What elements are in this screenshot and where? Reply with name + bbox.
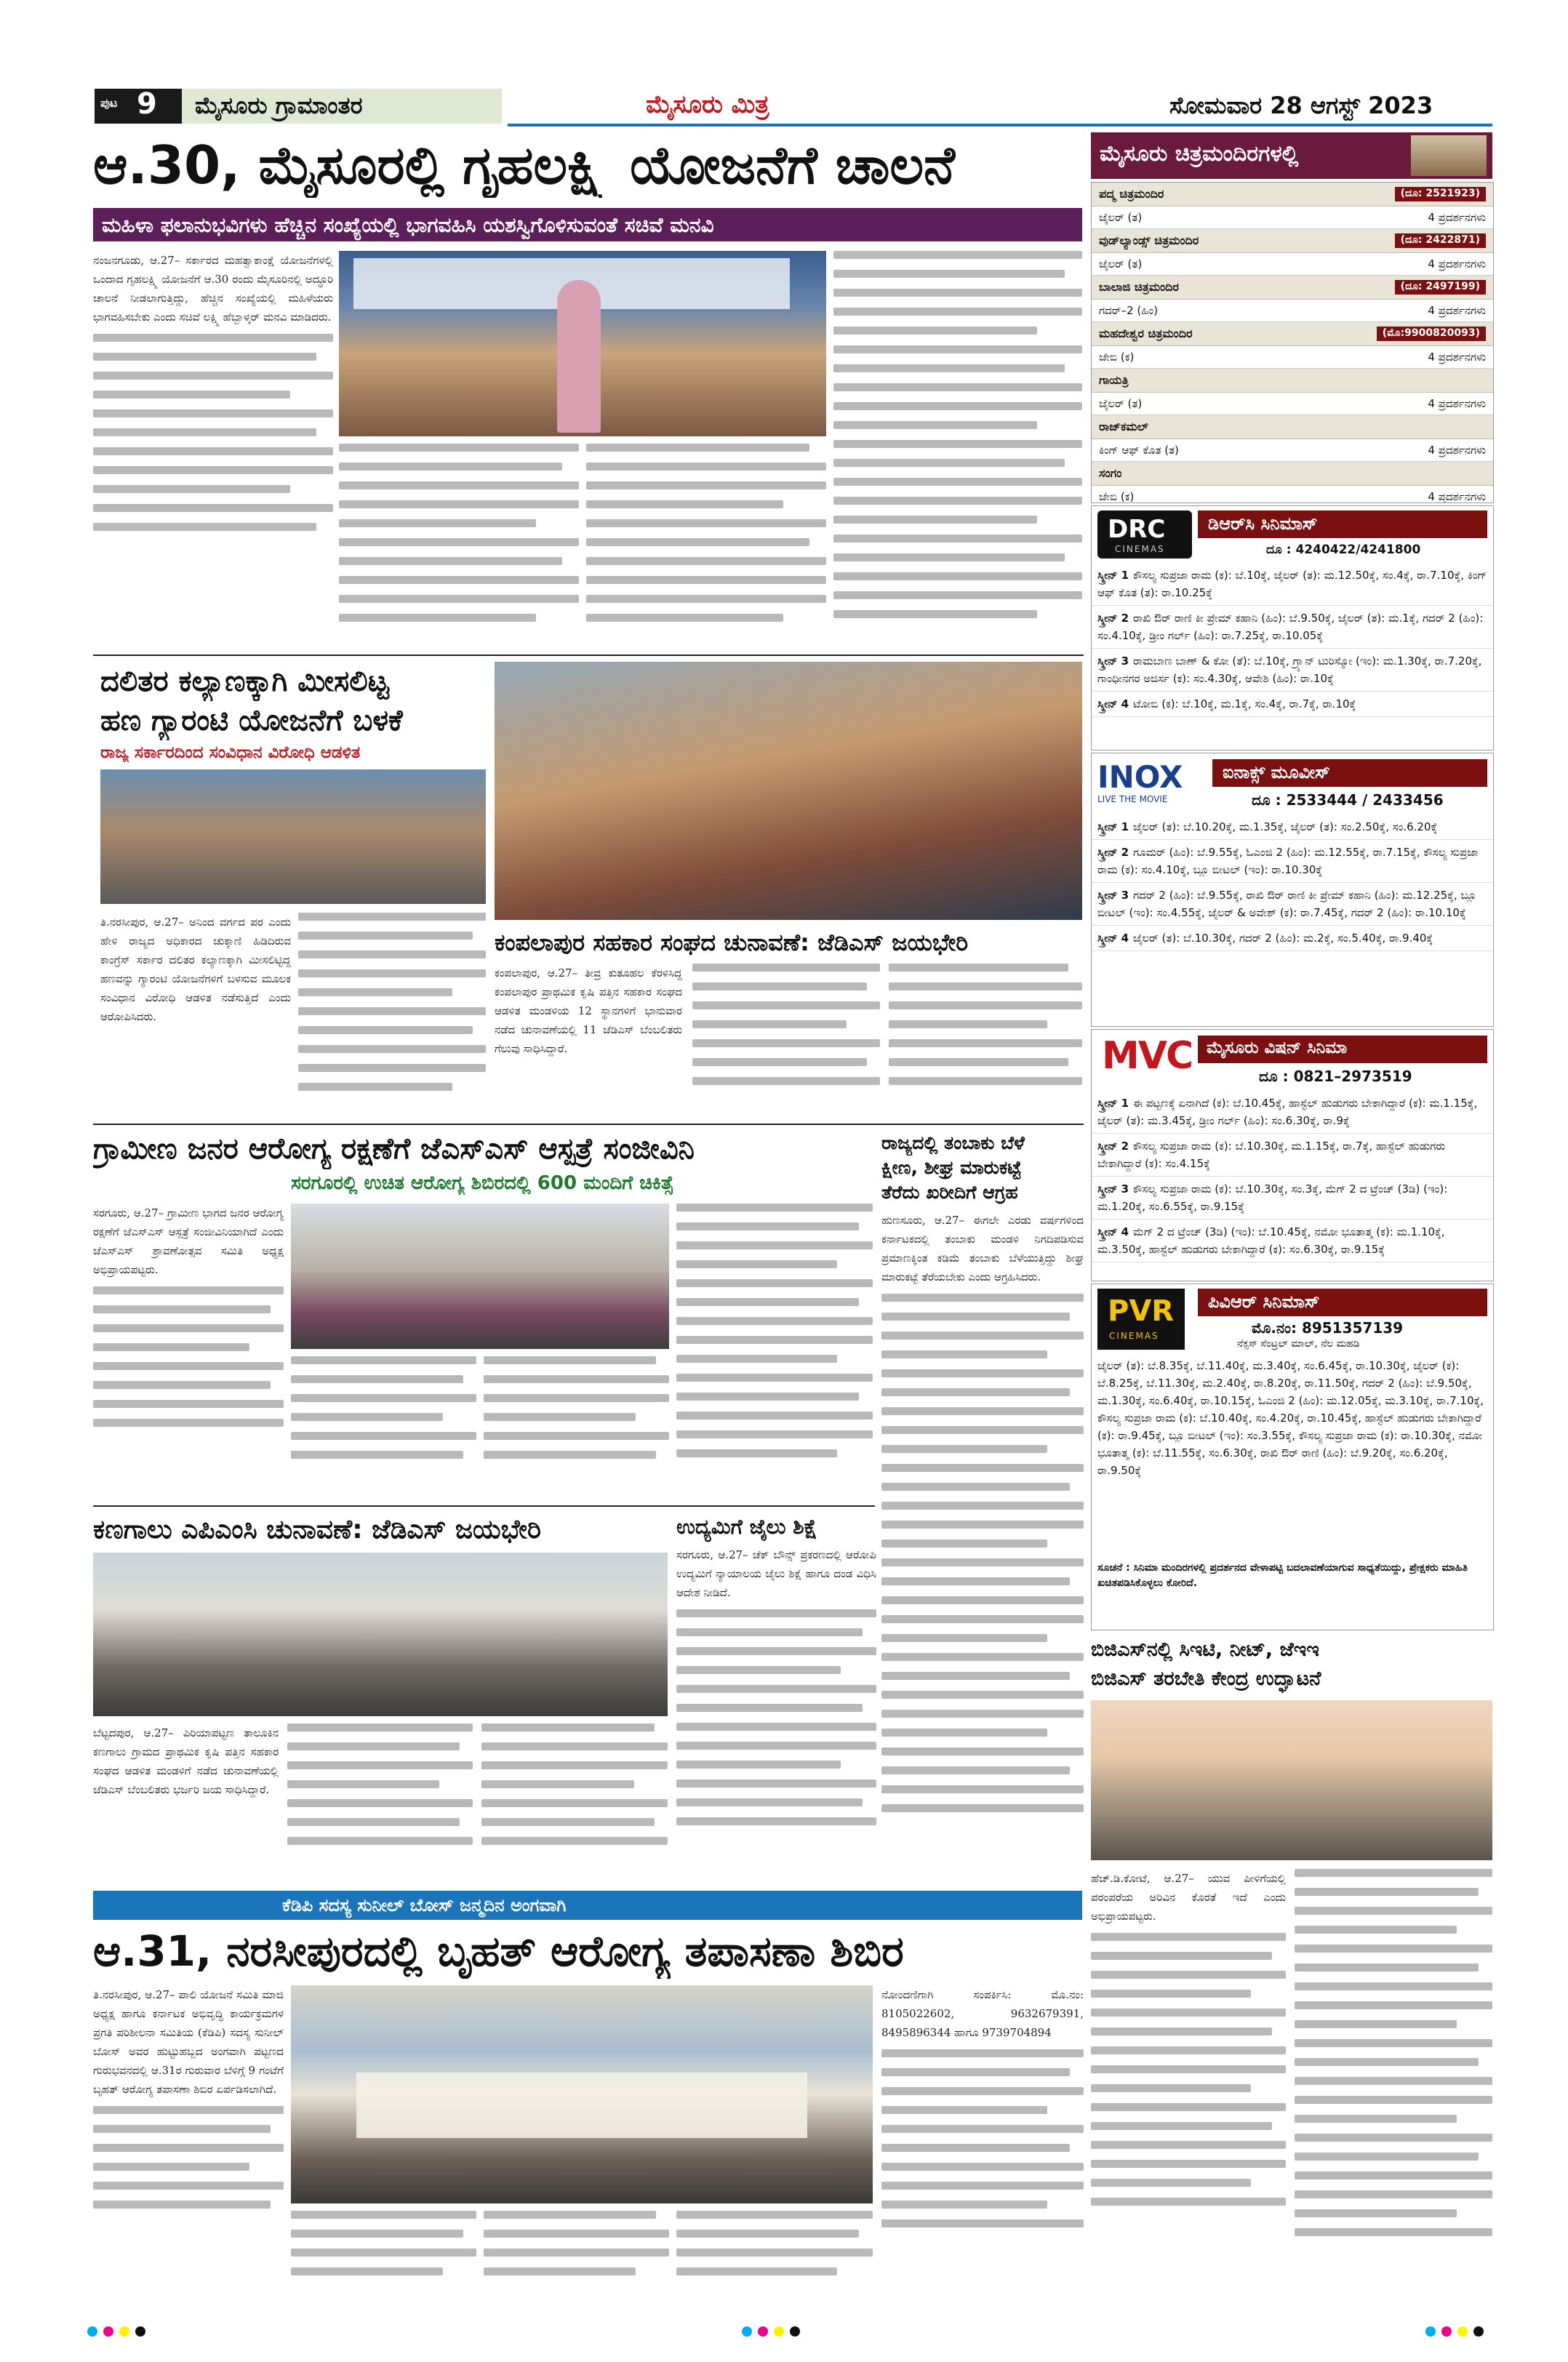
drc-screen-listing: ರಾಖಿ ಔರ್ ರಾಣಿ ಕೀ ಪ್ರೇಮ್ ಕಹಾನಿ (ಹಿಂ): ಬೆ.9.50ಕ್ಕೆ, ಜೈಲರ್ (ತ): ಮ.1ಕ್ಕೆ, ಗದರ್ 2 (ಹಿಂ): ಸಂ.4.10ಕ್ಕೆ, ಡ್ರೀಂ ಗರ್ಲ್ (ಹಿಂ): ರಾ.7.25ಕ್ಕೆ, ರಾ.10.05ಕ್ಕೆ — [1097, 612, 1484, 642]
inox-screen-label: ಸ್ಕ್ರೀನ್ 4 — [1097, 932, 1129, 945]
mvc-screen-listing: ಮೆಗ್ 2 ದ ಟ್ರೆಂಚ್ (3ಡಿ) (ಇಂ): ಬೆ.10.45ಕ್ಕೆ, ನಮೋ ಭೂತಾತ್ಮ (ಕ): ಮ.1.10ಕ್ಕೆ, ಮ.3.50ಕ್ಕೆ, ಹಾಸ್ಟೆಲ್ ಹುಡುಗರು ಬೇಕಾಗಿದ್ದಾರೆ (ಕ): ಸಂ.6.30ಕ್ಕೆ, ರಾ.9.15ಕ್ಕೆ — [1097, 1225, 1445, 1256]
narasipura-contact: ನೋಂದಣಿಗಾಗಿ ಸಂಪರ್ಕಿಸಿ: ಮೊ.ನಂ: 8105022602, 9632679391, 8495896344 ಹಾಗೂ 9739704894 — [881, 1988, 1084, 2039]
cinema-hall-show-row — [1092, 439, 1493, 462]
bjs-col-1 — [1091, 1869, 1286, 2305]
cinema-hall-phone: (ದೂ: 2497199) — [1395, 280, 1486, 295]
drc-screen-label: ಸ್ಕ್ರೀನ್ 3 — [1097, 654, 1129, 668]
drc-title: ಡಿಆರ್‌ಸಿ ಸಿನಿಮಾಸ್ — [1208, 513, 1318, 534]
kanagalu-col-2 — [287, 1724, 473, 1883]
cinema-hall-icon — [1411, 135, 1487, 176]
mvc-screen-row — [1092, 1134, 1493, 1177]
cinema-hall-film: ಜೈಲರ್ (ತ) — [1099, 397, 1143, 410]
cinema-header — [1091, 132, 1492, 179]
cinema-hall-show-row — [1092, 393, 1493, 415]
cinema-list — [1091, 182, 1494, 503]
pvr-address: ನೆಕ್ಸಸ್ ಸೆಂಟ್ರಲ್ ಮಾಲ್, ನೆಲ ಮಹಡಿ — [1237, 1338, 1360, 1350]
inox-screen-label: ಸ್ಕ್ರೀನ್ 1 — [1097, 820, 1129, 833]
mvc-logo: MVC — [1102, 1034, 1193, 1078]
dalita-headline-2: ಹಣ ಗ್ಯಾರಂಟಿ ಯೋಜನೆಗೆ ಬಳಕೆ — [100, 704, 403, 737]
narasipura-photo — [291, 1985, 873, 2203]
page-number: 9 — [137, 87, 157, 121]
cinema-hall-name-row — [1092, 462, 1493, 486]
inox-logo — [1097, 759, 1207, 806]
inox-screen-listing: ಜೈಲರ್ (ತ): ಬೆ.10.30ಕ್ಕೆ, ಗದರ್ 2 (ಹಿಂ): ಮ.2ಕ್ಕೆ, ಸಂ.5.40ಕ್ಕೆ, ರಾ.9.40ಕ್ಕೆ — [1133, 932, 1433, 945]
pvr-note: ಸೂಚನೆ : ಸಿನಿಮಾ ಮಂದಿರಗಳಲ್ಲಿ ಪ್ರದರ್ಶನದ ವೇಳಾಪಟ್ಟಿ ಬದಲಾವಣೆಯಾಗುವ ಸಾಧ್ಯತೆಯಿದ್ದು, ಪ್ರೇಕ್ಷಕರು ಮಾಹಿತಿ ಖಚಿತಪಡಿಸಿಕೊಳ್ಳಲು ಕೋರಿದೆ. — [1097, 1562, 1468, 1589]
narasipura-col-2 — [291, 2211, 476, 2305]
cinema-hall-phone: (ದೂ: 2521923) — [1395, 187, 1486, 201]
bjs-headline-2: ಬಿಜಿಎಸ್ ತರಬೇತಿ ಕೇಂದ್ರ ಉದ್ಘಾಟನೆ — [1091, 1668, 1321, 1690]
dalita-deck: ರಾಜ್ಯ ಸರ್ಕಾರದಿಂದ ಸಂವಿಧಾನ ವಿರೋಧಿ ಆಡಳಿತ — [100, 743, 361, 762]
inox-screen-label: ಸ್ಕ್ರೀನ್ 2 — [1097, 846, 1129, 859]
kampalapura-headline: ಕಂಪಲಾಪುರ ಸಹಕಾರ ಸಂಘದ ಚುನಾವಣೆ: ಜೆಡಿಎಸ್ ಜಯಭೇರಿ — [495, 929, 969, 956]
cinema-hall-name-row — [1092, 369, 1493, 393]
cinema-hall-show-row — [1092, 253, 1493, 276]
dalita-headline-1: ದಲಿತರ ಕಲ್ಯಾಣಕ್ಕಾಗಿ ಮೀಸಲಿಟ್ಟ — [100, 665, 389, 698]
inox-screens — [1092, 814, 1493, 951]
registration-dots-right — [1425, 2326, 1489, 2339]
narasipura-col-1 — [93, 1985, 284, 2305]
dalita-col-2 — [298, 913, 486, 1120]
bjs-col-2 — [1295, 1869, 1492, 2305]
bjs-headline-1: ಬಿಜಿಎಸ್‌ನಲ್ಲಿ ಸಿಇಟಿ, ನೀಟ್, ಜೆಇಇ — [1091, 1638, 1319, 1661]
cinema-hall-name: ಮಹದೇಶ್ವರ ಚಿತ್ರಮಂದಿರ — [1099, 327, 1193, 340]
kampalapura-col-3 — [889, 964, 1082, 1120]
lead-col-4 — [833, 251, 1082, 654]
mvc-screen-label: ಸ್ಕ್ರೀನ್ 3 — [1097, 1182, 1129, 1196]
pvr-logo-text: PVR — [1108, 1294, 1175, 1328]
cinema-hall-name: ವುಡ್‌ಲ್ಯಾಂಡ್ಸ್ ಚಿತ್ರಮಂದಿರ — [1099, 233, 1199, 247]
inox-screen-row — [1092, 926, 1493, 951]
inox-screen-row — [1092, 840, 1493, 883]
mvc-screen-label: ಸ್ಕ್ರೀನ್ 4 — [1097, 1225, 1129, 1238]
narasipura-photo-poster — [356, 2073, 807, 2138]
narasipura-col-4 — [676, 2211, 873, 2305]
page-label: ಪುಟ — [100, 96, 118, 110]
inox-screen-label: ಸ್ಕ್ರೀನ್ 3 — [1097, 889, 1129, 902]
drc-screen-row — [1092, 692, 1493, 717]
arogya-dateline: ಸರಗೂರು, ಆ.27– ಗ್ರಾಮೀಣ ಭಾಗದ ಜನರ ಆರೋಗ್ಯ ರಕ್ಷಣೆಗೆ ಜೆಎಸ್‌ಎಸ್ ಆಸ್ಪತ್ರೆ ಸಂಜೀವಿನಿಯಾಗಿದೆ ಎಂದು ಜೆಎಸ್‌ಎಸ್ ಶ್ರಾವಣೋತ್ಸವ ಸಮಿತಿ ಅಧ್ಯಕ್ಷ ಅಭಿಪ್ರಾಯಪಟ್ಟರು. — [93, 1206, 284, 1276]
lead-photo — [339, 251, 826, 436]
cinema-hall-name-row — [1092, 415, 1493, 439]
pvr-logo — [1097, 1289, 1185, 1350]
tambaku-headline-1: ರಾಜ್ಯದಲ್ಲಿ ತಂಬಾಕು ಬೆಳೆ — [881, 1132, 1025, 1153]
kanagalu-dateline: ಬೆಟ್ಟದಪುರ, ಆ.27– ಪಿರಿಯಾಪಟ್ಟಣ ತಾಲೂಕಿನ ಕಣಗಾಲು ಗ್ರಾಮದ ಪ್ರಾಥಮಿಕ ಕೃಷಿ ಪತ್ತಿನ ಸಹಕಾರ ಸಂಘದ ಆಡಳಿತ ಮಂಡಳಿಗೆ ನಡೆದ ಚುನಾವಣೆಯಲ್ಲಿ ಜೆಡಿಎಸ್ ಬೆಂಬಲಿತರು ಭರ್ಜರಿ ಜಯ ಸಾಧಿಸಿದ್ದಾರೆ. — [93, 1726, 279, 1796]
mvc-screen-row — [1092, 1220, 1493, 1262]
cinema-hall-name-row — [1092, 322, 1493, 346]
rule-mid-1 — [93, 1124, 1084, 1125]
masthead — [79, 86, 1492, 127]
mvc-screens — [1092, 1091, 1493, 1262]
cinema-title: ಮೈಸೂರು ಚಿತ್ರಮಂದಿರಗಳಲ್ಲಿ — [1100, 141, 1299, 167]
dalita-dateline: ತಿ.ನರಸೀಪುರ, ಆ.27– ಅನಿಂದ ವರ್ಗದ ಪರ ಎಂದು ಹೇಳಿ ರಾಜ್ಯದ ಅಧಿಕಾರದ ಚುಕ್ಕಾಣಿ ಹಿಡಿದಿರುವ ಕಾಂಗ್ರೆಸ್ ಸರ್ಕಾರ ದಲಿತರ ಕಲ್ಯಾಣಕ್ಕಾಗಿ ಮೀಸಲಿಟ್ಟಿದ್ದ ಹಣವನ್ನು ಗ್ಯಾರಂಟಿ ಯೋಜನೆಗಳಿಗೆ ಬಳಸುವ ಮೂಲಕ ಸಂವಿಧಾನ ವಿರೋಧಿ ಆಡಳಿತ ನಡೆಸುತ್ತಿದೆ ಎಂದು ಆರೋಪಿಸಿದರು. — [100, 916, 291, 1023]
mvc-screen-listing: ಕೌಸಲ್ಯ ಸುಪ್ರಜಾ ರಾಮ (ಕ): ಬೆ.10.30ಕ್ಕೆ, ಮ.1.15ಕ್ಕೆ, ರಾ.7ಕ್ಕೆ, ಹಾಸ್ಟೆಲ್ ಹುಡುಗರು ಬೇಕಾಗಿದ್ದಾರೆ (ಕ): ಸಂ.4.15ಕ್ಕೆ — [1097, 1140, 1446, 1170]
drc-screen-row — [1092, 649, 1493, 692]
cinema-hall-shows: 4 ಪ್ರದರ್ಶನಗಳು — [1428, 444, 1486, 457]
cinema-hall-phone: (ದೂ: 2422871) — [1395, 233, 1486, 248]
cinema-hall-show-row — [1092, 346, 1493, 369]
cinema-hall-shows: 4 ಪ್ರದರ್ಶನಗಳು — [1428, 351, 1486, 364]
kanagalu-headline: ಕಣಗಾಲು ಎಪಿಎಂಸಿ ಚುನಾವಣೆ: ಜೆಡಿಎಸ್ ಜಯಭೇರಿ — [93, 1515, 542, 1545]
arogya-col-4 — [676, 1204, 873, 1502]
masthead-rule — [508, 124, 1492, 127]
issue-date: ಸೋಮವಾರ 28 ಆಗಸ್ಟ್ 2023 — [1169, 92, 1433, 119]
kanagalu-col-1 — [93, 1724, 279, 1883]
bjs-dateline: ಹೆಚ್.ಡಿ.ಕೋಟೆ, ಆ.27– ಯುವ ಪೀಳಿಗೆಯಲ್ಲಿ ಪರಂಪರೆಯ ಅರಿವಿನ ಕೊರತೆ ಇದೆ ಎಂದು ಅಭಿಪ್ರಾಯಪಟ್ಟರು. — [1091, 1872, 1286, 1923]
cinema-hall-phone: (ಮೊ:9900820093) — [1377, 327, 1486, 341]
cinema-hall-film: ಜೈಲರ್ (ತ) — [1099, 211, 1143, 224]
tambaku-col — [881, 1211, 1084, 1891]
inox-logo-text: INOX — [1097, 759, 1183, 795]
udyama-headline: ಉದ್ಯಮಿಗೆ ಜೈಲು ಶಿಕ್ಷೆ — [676, 1515, 817, 1539]
lead-deck: ಮಹಿಳಾ ಫಲಾನುಭವಿಗಳು ಹೆಚ್ಚಿನ ಸಂಖ್ಯೆಯಲ್ಲಿ ಭಾಗವಹಿಸಿ ಯಶಸ್ವಿಗೊಳಿಸುವಂತೆ ಸಚಿವೆ ಮನವಿ — [102, 213, 714, 237]
pvr-listing: ಜೈಲರ್ (ತ): ಬೆ.8.35ಕ್ಕೆ, ಬೆ.11.40ಕ್ಕೆ, ಮ.3.40ಕ್ಕೆ, ಸಂ.6.45ಕ್ಕೆ, ರಾ.10.30ಕ್ಕೆ, ಜೈಲರ್ (ಕ): ಬೆ.8.25ಕ್ಕೆ, ಬೆ.11.30ಕ್ಕೆ, ಮ.2.40ಕ್ಕೆ, ರಾ.8.20ಕ್ಕೆ, ರಾ.11.50ಕ್ಕೆ, ಗದರ್ 2 (ಹಿಂ): ಬೆ.9.50ಕ್ಕೆ, ಮ.1.30ಕ್ಕೆ, ಸಂ.6.40ಕ್ಕೆ, ರಾ.10.15ಕ್ಕೆ, ಓಎಂಜಿ 2 (ಹಿಂ): ಮ.12.05ಕ್ಕೆ, ಮ.3.10ಕ್ಕೆ, ರಾ.7.10ಕ್ಕೆ, ಕೌಸಲ್ಯ ಸುಪ್ರಜಾ ರಾಮ (ಕ): ಬೆ.10.40ಕ್ಕೆ, ಸಂ.4.20ಕ್ಕೆ, ರಾ.10.45ಕ್ಕೆ, ಹಾಸ್ಟೆಲ್ ಹುಡುಗರು ಬೇಕಾಗಿದ್ದಾರೆ (ಕ): ರಾ.9.45ಕ್ಕೆ, ಬ್ಲೂ ಬೀಟಲ್ (ಇಂ): ಸಂ.3.55ಕ್ಕೆ, ಕೌಸಲ್ಯ ಸುಪ್ರಜಾ ರಾಮ (ಕ): ರಾ.10.30ಕ್ಕೆ, ನಮೋ ಭೂತಾತ್ಮ (ಕ): ಬೆ.11.55ಕ್ಕೆ, ಸಂ.6.30ಕ್ಕೆ, ರಾಖಿ ಔರ್ ರಾಣಿ (ಹಿಂ): ಬೆ.9.20ಕ್ಕೆ, ಸಂ.6.20ಕ್ಕೆ, ರಾ.9.50ಕ್ಕೆ — [1097, 1359, 1484, 1477]
kampalapura-photo — [495, 662, 1082, 920]
drc-screen-label: ಸ್ಕ್ರೀನ್ 2 — [1097, 612, 1129, 625]
cinema-hall-show-row — [1092, 207, 1493, 229]
inox-logo-sub: LIVE THE MOVIE — [1097, 794, 1168, 804]
cinema-hall-show-row — [1092, 300, 1493, 322]
inox-title: ಐನಾಕ್ಸ್ ಮೂವೀಸ್ — [1223, 762, 1330, 782]
tambaku-headline-3: ತೆರೆದು ಖರೀದಿಗೆ ಆಗ್ರಹ — [881, 1182, 1018, 1203]
mvc-screen-label: ಸ್ಕ್ರೀನ್ 1 — [1097, 1097, 1129, 1110]
cinema-hall-shows: 4 ಪ್ರದರ್ಶನಗಳು — [1428, 257, 1486, 271]
pvr-phone: ಮೊ.ನಂ: 8951357139 — [1252, 1319, 1404, 1337]
cinema-hall-name: ಬಾಲಾಜಿ ಚಿತ್ರಮಂದಿರ — [1099, 280, 1179, 294]
pvr-title: ಪಿವಿಆರ್ ಸಿನಿಮಾಸ್ — [1208, 1292, 1320, 1312]
mvc-block — [1091, 1029, 1494, 1281]
drc-phone: ದೂ : 4240422/4241800 — [1266, 543, 1421, 557]
cinema-hall-name: ರಾಜ್‌ಕಮಲ್ — [1099, 420, 1149, 433]
arogya-photo — [291, 1204, 669, 1349]
narasipura-col-5 — [881, 1985, 1084, 2305]
mvc-screen-row — [1092, 1177, 1493, 1220]
lead-col-2 — [339, 444, 579, 654]
pvr-logo-sub: CINEMAS — [1109, 1331, 1159, 1341]
paper-name: ಮೈಸೂರು ಮಿತ್ರ — [646, 90, 769, 119]
inox-phone: ದೂ : 2533444 / 2433456 — [1252, 791, 1444, 809]
rule-mid-2 — [93, 1505, 875, 1507]
cinema-hall-shows: 4 ಪ್ರದರ್ಶನಗಳು — [1428, 397, 1486, 410]
narasipura-dateline: ತಿ.ನರಸೀಪುರ, ಆ.27– ಪಾಲಿ ಯೋಜನೆ ಸಮಿತಿ ಮಾಜಿ ಅಧ್ಯಕ್ಷ ಹಾಗೂ ಕರ್ನಾಟಕ ಅಭಿವೃದ್ಧಿ ಕಾರ್ಯಕ್ರಮಗಳ ಪ್ರಗತಿ ಪರಿಶೀಲನಾ ಸಮಿತಿಯ (ಕೆಡಿಪಿ) ಸದಸ್ಯ ಸುನೀಲ್ ಬೋಸ್ ಅವರ ಹುಟ್ಟುಹಬ್ಬದ ಅಂಗವಾಗಿ ಪಟ್ಟಣದ ಗುರುಭವನದಲ್ಲಿ ಆ.31ರ ಗುರುವಾರ ಬೆಳಿಗ್ಗೆ 9 ಗಂಟೆಗೆ ಬೃಹತ್ ಆರೋಗ್ಯ ತಪಾಸಣಾ ಶಿಬಿರ ಏರ್ಪಡಿಸಲಾಗಿದೆ. — [93, 1988, 284, 2096]
drc-screen-row — [1092, 606, 1493, 649]
udyama-dateline: ಸರಗೂರು, ಆ.27– ಚೆಕ್ ಬೌನ್ಸ್ ಪ್ರಕರಣದಲ್ಲಿ ಆರೋಪಿ ಉದ್ಯಮಿಗೆ ನ್ಯಾಯಾಲಯ ಜೈಲು ಶಿಕ್ಷೆ ಹಾಗೂ ದಂಡ ವಿಧಿಸಿ ಆದೇಶ ನೀಡಿದೆ. — [676, 1548, 876, 1599]
drc-logo — [1097, 511, 1192, 559]
arogya-headline: ಗ್ರಾಮೀಣ ಜನರ ಆರೋಗ್ಯ ರಕ್ಷಣೆಗೆ ಜೆಎಸ್‌ಎಸ್ ಆಸ್ಪತ್ರೆ ಸಂಜೀವಿನಿ — [93, 1132, 695, 1166]
cinema-hall-show-row — [1092, 486, 1493, 503]
lead-dateline: ನಂಜನಗೂಡು, ಆ.27– ಸರ್ಕಾರದ ಮಹತ್ವಾಕಾಂಕ್ಷೆ ಯೋಜನೆಗಳಲ್ಲಿ ಒಂದಾದ ಗೃಹಲಕ್ಷ್ಮಿ ಯೋಜನೆಗೆ ಆ.30 ರಂದು ಮೈಸೂರಿನಲ್ಲಿ ಅದ್ಧೂರಿ ಚಾಲನೆ ನೀಡಲಾಗುತ್ತಿದ್ದು, ಹೆಚ್ಚಿನ ಸಂಖ್ಯೆಯಲ್ಲಿ ಮಹಿಳೆಯರು ಭಾಗವಹಿಸಬೇಕು ಎಂದು ಸಚಿವೆ ಲಕ್ಷ್ಮಿ ಹೆಬ್ಬಾಳ್ಕರ್ ಮನವಿ ಮಾಡಿದರು. — [93, 254, 333, 324]
mvc-screen-listing: ಈ ಪಟ್ಟಣಕ್ಕೆ ಏನಾಗಿದೆ (ಕ): ಬೆ.10.45ಕ್ಕೆ, ಹಾಸ್ಟೆಲ್ ಹುಡುಗರು ಬೇಕಾಗಿದ್ದಾರೆ (ಕ): ಮ.1.15ಕ್ಕೆ, ಜೈಲರ್ (ತ): ಮ.3.45ಕ್ಕೆ, ಡ್ರೀಂ ಗರ್ಲ್ (ಹಿಂ): ಸಂ.6.30ಕ್ಕೆ, ರಾ.9ಕ್ಕೆ — [1097, 1097, 1478, 1127]
kampalapura-col-1 — [495, 964, 682, 1120]
mvc-screen-label: ಸ್ಕ್ರೀನ್ 2 — [1097, 1140, 1129, 1153]
inox-screen-listing: ಗೂಮರ್ (ಹಿಂ): ಬೆ.9.55ಕ್ಕೆ, ಓಎಂಜಿ 2 (ಹಿಂ): ಮ.12.55ಕ್ಕೆ, ರಾ.7.15ಕ್ಕೆ, ಕೌಸಲ್ಯ ಸುಪ್ರಜಾ ರಾಮ (ಕ): ಸಂ.4.10ಕ್ಕೆ, ಬ್ಲೂ ಬೀಟಲ್ (ಇಂ): ರಾ.10.30ಕ್ಕೆ — [1097, 846, 1479, 876]
cinema-hall-film: ಜೇಬಿ (ಕ) — [1099, 490, 1135, 503]
kampalapura-col-2 — [692, 964, 880, 1120]
section-title: ಮೈಸೂರು ಗ್ರಾಮಾಂತರ — [195, 92, 363, 119]
arogya-col-3 — [484, 1356, 669, 1502]
arogya-col-1 — [93, 1204, 284, 1502]
registration-dots-left — [87, 2326, 151, 2339]
tambaku-dateline: ಹುಣಸೂರು, ಆ.27– ಈಗಲೇ ಎರಡು ವರ್ಷಗಳಿಂದ ಕರ್ನಾಟಕದಲ್ಲಿ ತಂಬಾಕು ಮಂಡಳಿ ನಿಗದಿಪಡಿಸುವ ಪ್ರಮಾಣಕ್ಕಿಂತ ಕಡಿಮೆ ತಂಬಾಕು ಬೆಳೆಯುತ್ತಿದ್ದು ಶೀಘ್ರ ಮಾರುಕಟ್ಟೆ ತೆರೆಯಬೇಕು ಎಂದು ಆಗ್ರಹಿಸಿದರು. — [881, 1214, 1084, 1284]
registration-dots-center — [742, 2326, 806, 2339]
narasipura-kicker: ಕೆಡಿಪಿ ಸದಸ್ಯ ಸುನೀಲ್ ಬೋಸ್ ಜನ್ಮದಿನ ಅಂಗವಾಗಿ — [282, 1895, 567, 1915]
cinema-hall-name: ಸಂಗಂ — [1099, 466, 1122, 480]
cinema-hall-name-row — [1092, 276, 1493, 300]
drc-screen-listing: ರಾಮಬಾಣ ಬಾಣ್ & ಕೋ (ತೆ): ಬೆ.10ಕ್ಕೆ, ಗ್ರ್ಯಾನ್ ಟುರಿಸ್ಮೋ (ಇಂ): ಮ.1.30ಕ್ಕೆ, ರಾ.7.20ಕ್ಕೆ, ಗಾಂಧೀನಗರ ಅಜಿರ್ಸ (ಕ): ಸಂ.4.30ಕ್ಕೆ, ಆವೇಶಿ (ಹಿಂ): ರಾ.10ಕ್ಕೆ — [1097, 654, 1482, 685]
drc-logo-text: DRC — [1108, 515, 1166, 544]
inox-screen-row — [1092, 883, 1493, 926]
cinema-hall-name: ಪದ್ಮ ಚಿತ್ರಮಂದಿರ — [1099, 187, 1164, 201]
lead-deck-bar — [93, 208, 1082, 241]
rule-lead-bottom — [93, 654, 1084, 656]
drc-block — [1091, 505, 1494, 750]
mvc-title: ಮೈಸೂರು ವಿಷನ್ ಸಿನಿಮಾ — [1207, 1038, 1348, 1057]
mvc-phone: ದೂ : 0821–2973519 — [1259, 1068, 1412, 1085]
arogya-col-2 — [291, 1356, 476, 1502]
dalita-photo — [100, 769, 486, 904]
mvc-screen-row — [1092, 1091, 1493, 1134]
kampalapura-dateline: ಕಂಪಲಾಪುರ, ಆ.27– ತೀವ್ರ ಕುತೂಹಲ ಕೆರಳಿಸಿದ್ದ ಕಂಪಲಾಪುರ ಪ್ರಾಥಮಿಕ ಕೃಷಿ ಪತ್ತಿನ ಸಹಕಾರ ಸಂಘದ ಆಡಳಿತ ಮಂಡಳಿಯ 12 ಸ್ಥಾನಗಳಿಗೆ ಭಾನುವಾರ ನಡೆದ ಚುನಾವಣೆಯಲ್ಲಿ 11 ಜೆಡಿಎಸ್ ಬೆಂಬಲಿತರು ಗೆಲುವು ಸಾಧಿಸಿದ್ದಾರೆ. — [495, 966, 682, 1055]
cinema-hall-film: ಜೇಬಿ (ಕ) — [1099, 351, 1135, 364]
drc-screen-listing: ಕೌಸಲ್ಯ ಸುಪ್ರಜಾ ರಾಮ (ಕ): ಬೆ.10ಕ್ಕೆ, ಜೈಲರ್ (ತ): ಮ.12.50ಕ್ಕೆ, ಸಂ.4ಕ್ಕೆ, ರಾ.7.10ಕ್ಕೆ, ಕಿಂಗ್ ಆಫ್ ಕೊತ (ತ): ರಾ.10.25ಕ್ಕೆ — [1097, 569, 1487, 599]
drc-screen-row — [1092, 563, 1493, 606]
cinema-hall-film: ಕಿಂಗ್ ಆಫ್ ಕೊತ (ತ) — [1099, 444, 1179, 457]
tambaku-headline-2: ಕ್ಷೀಣ, ಶೀಘ್ರ ಮಾರುಕಟ್ಟೆ — [881, 1157, 1022, 1178]
pvr-block — [1091, 1284, 1494, 1630]
cinema-hall-name-row — [1092, 183, 1493, 207]
cinema-hall-film: ಜೈಲರ್ (ತ) — [1099, 257, 1143, 271]
kanagalu-photo — [93, 1553, 668, 1716]
cinema-hall-shows: 4 ಪ್ರದರ್ಶನಗಳು — [1428, 304, 1486, 317]
lead-headline: ಆ.30, ಮೈಸೂರಲ್ಲಿ ಗೃಹಲಕ್ಷ್ಮಿ ಯೋಜನೆಗೆ ಚಾಲನೆ — [93, 135, 955, 196]
drc-screen-listing: ಟೋಬಿ (ಕ): ಬೆ.10ಕ್ಕೆ, ಮ.1ಕ್ಕೆ, ಸಂ.4ಕ್ಕೆ, ರಾ.7ಕ್ಕೆ, ರಾ.10ಕ್ಕೆ — [1133, 697, 1356, 710]
cinema-hall-shows: 4 ಪ್ರದರ್ಶನಗಳು — [1428, 490, 1486, 503]
inox-screen-listing: ಜೈಲರ್ (ತ): ಬೆ.10.20ಕ್ಕೆ, ಮ.1.35ಕ್ಕೆ, ಜೈಲರ್ (ತ): ಸಂ.2.50ಕ್ಕೆ, ಸಂ.6.20ಕ್ಕೆ — [1133, 820, 1438, 833]
cinema-hall-shows: 4 ಪ್ರದರ್ಶನಗಳು — [1428, 211, 1486, 224]
drc-logo-sub: CINEMAS — [1115, 544, 1165, 554]
inox-block — [1091, 753, 1494, 1027]
kanagalu-col-3 — [481, 1724, 668, 1883]
drc-screen-label: ಸ್ಕ್ರೀನ್ 4 — [1097, 697, 1129, 710]
lead-photo-speaker — [557, 280, 601, 433]
drc-screens — [1092, 563, 1493, 717]
cinema-hall-name-row — [1092, 229, 1493, 253]
dalita-col-1 — [100, 913, 291, 1120]
inox-screen-row — [1092, 814, 1493, 840]
bjs-photo — [1091, 1700, 1492, 1860]
narasipura-kicker-bar — [93, 1891, 1082, 1920]
lead-col-3 — [586, 444, 826, 654]
narasipura-headline: ಆ.31, ನರಸೀಪುರದಲ್ಲಿ ಬೃಹತ್ ಆರೋಗ್ಯ ತಪಾಸಣಾ ಶಿಬಿರ — [93, 1926, 904, 1976]
lead-col-1 — [93, 251, 333, 654]
mvc-screen-listing: ಕೌಸಲ್ಯ ಸುಪ್ರಜಾ ರಾಮ (ಕ): ಬೆ.10.30ಕ್ಕೆ, ಸಂ.3ಕ್ಕೆ, ಮೆಗ್ 2 ದ ಟ್ರೆಂಚ್ (3ಡಿ) (ಇಂ): ಮ.1.20ಕ್ಕೆ, ಸಂ.6.55ಕ್ಕೆ, ರಾ.9.15ಕ್ಕೆ — [1097, 1182, 1448, 1213]
cinema-hall-film: ಗದರ್–2 (ಹಿಂ) — [1099, 304, 1159, 317]
narasipura-col-3 — [484, 2211, 669, 2305]
cinema-hall-name: ಗಾಯತ್ರಿ — [1099, 373, 1129, 387]
drc-screen-label: ಸ್ಕ್ರೀನ್ 1 — [1097, 569, 1129, 582]
udyama-col — [676, 1545, 876, 1883]
inox-screen-listing: ಗದರ್ 2 (ಹಿಂ): ಬೆ.9.55ಕ್ಕೆ, ರಾಖಿ ಔರ್ ರಾಣಿ ಕೀ ಪ್ರೇಮ್ ಕಹಾನಿ (ಹಿಂ): ಮ.12.25ಕ್ಕೆ, ಬ್ಲೂ ಬೀಟಲ್ (ಇಂ): ಸಂ.4.55ಕ್ಕೆ, ಜೈಲರ್ & ಅವೇಶ್ (ಕ): ರಾ.7.45ಕ್ಕೆ, ಗದರ್ 2 (ಹಿಂ): ರಾ.10.10ಕ್ಕೆ — [1097, 889, 1477, 919]
arogya-deck: ಸರಗೂರಲ್ಲಿ ಉಚಿತ ಆರೋಗ್ಯ ಶಿಬಿರದಲ್ಲಿ 600 ಮಂದಿಗೆ ಚಿಕಿತ್ಸೆ — [291, 1172, 674, 1194]
